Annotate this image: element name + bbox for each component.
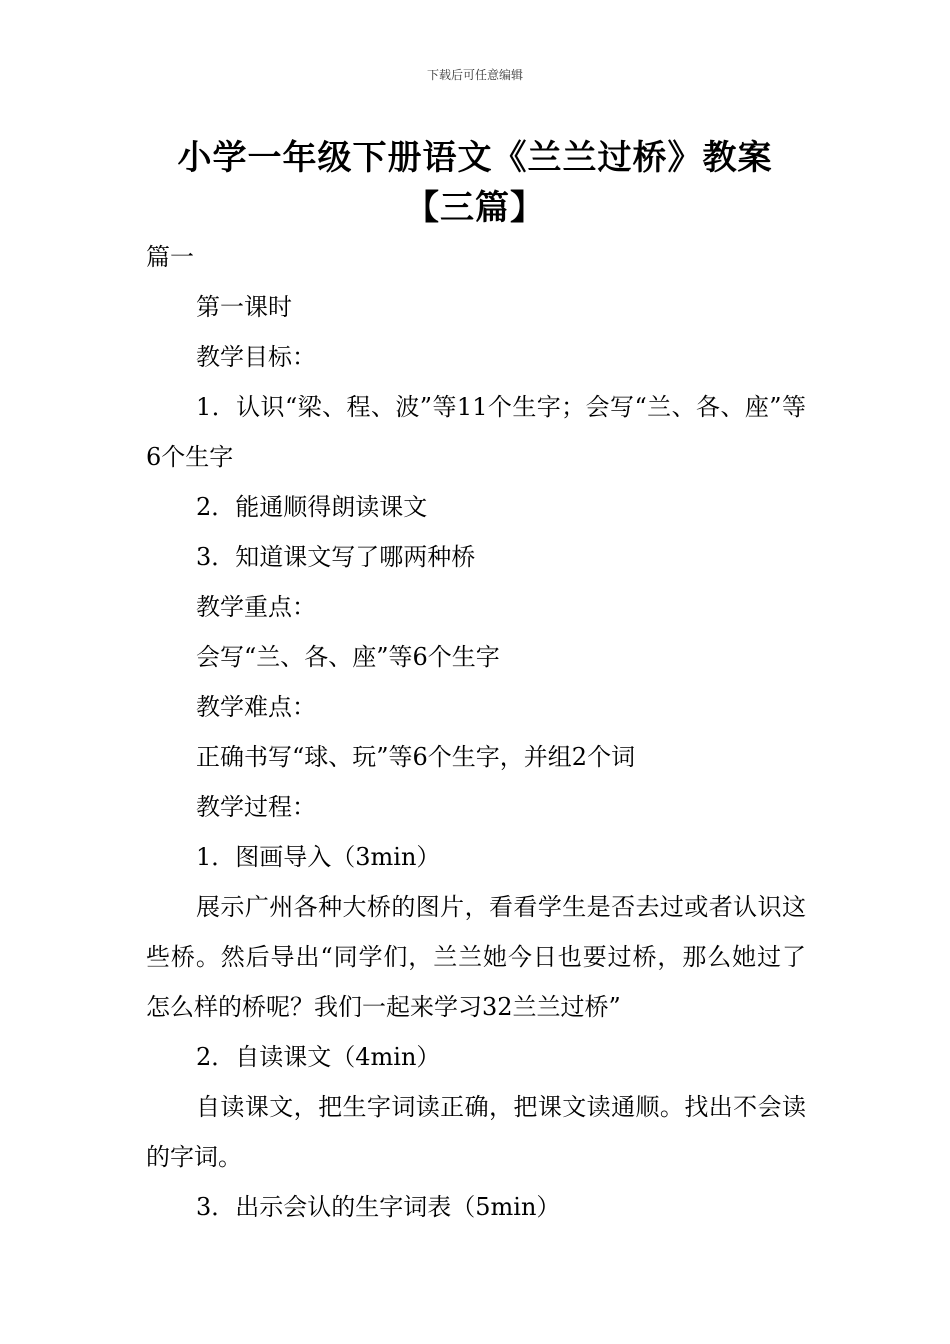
process-step-1: 1．图画导入（3min） [196,843,441,871]
section-label: 篇一 [146,243,194,271]
heading-teaching-process: 教学过程： [196,793,316,821]
goal-item-3: 3．知道课文写了哪两种桥 [196,543,476,571]
document-subtitle: 【三篇】 [405,188,545,228]
process-step-2: 2．自读课文（4min） [196,1043,441,1071]
heading-key-points: 教学重点： [196,593,316,621]
heading-teaching-goals: 教学目标： [196,343,316,371]
difficulty-text: 正确书写“球、玩”等6个生字，并组2个词 [196,743,636,771]
goal-item-2: 2．能通顺得朗读课文 [196,493,428,521]
key-point-text: 会写“兰、各、座”等6个生字 [196,643,500,671]
heading-difficulties: 教学难点： [196,693,316,721]
process-step-2-text: 自读课文，把生字词读正确，把课文读通顺。找出不会读的字词。 [146,1093,806,1171]
goal-item-1: 1．认识“梁、程、波”等11个生字；会写“兰、各、座”等6个生字 [146,393,806,471]
process-step-3: 3．出示会认的生字词表（5min） [196,1193,561,1221]
page-header-note: 下载后可任意编辑 [426,68,523,82]
document-body [146,232,806,1232]
process-step-1-text: 展示广州各种大桥的图片，看看学生是否去过或者认识这些桥。然后导出“同学们，兰兰她今日也要过桥，那么她过了怎么样的桥呢？我们一起来学习32兰兰过桥” [146,893,806,1021]
document-title: 小学一年级下册语文《兰兰过桥》教案 [177,138,773,178]
lesson-period: 第一课时 [196,293,292,321]
